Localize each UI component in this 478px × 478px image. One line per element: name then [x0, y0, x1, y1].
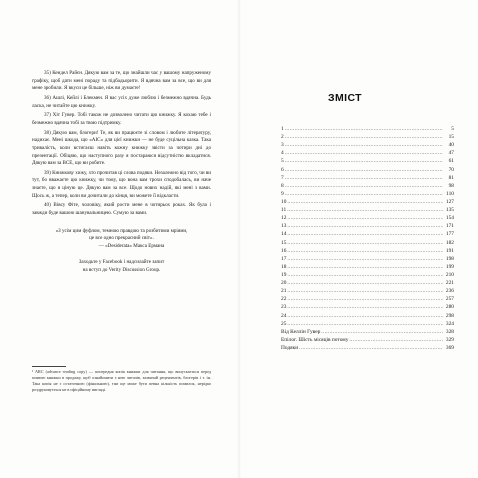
toc-entry[interactable]: [281, 247, 454, 255]
toc-entry-label: 16: [281, 247, 287, 254]
toc-leader-dots: [287, 214, 443, 222]
acknowledgement-paragraph: 36) Ашлі, Кейлі і Блекмен. Я вас усіх дуже люблю і безмежно вдячна. Будь ласка, не читайте цю книжку.: [32, 94, 211, 109]
toc-entry[interactable]: [281, 312, 454, 320]
toc-entry-page: 61: [448, 158, 454, 165]
toc-leader-dots: [285, 166, 443, 174]
toc-entry[interactable]: [281, 198, 454, 206]
acknowledgements-text: [32, 70, 211, 275]
toc-entry-label: 17: [281, 255, 287, 262]
acknowledgement-paragraph: 39) Книжкову хижу, хто прочитав ці слова подяки. Незалежно від того, чи ви тут, бо вважаєте цю книжку, чи тому, що вона вам трохи сподобалась, ви наче знаєте, що я ціную це. Дякую вам за все. Щодо нових надій, які мені з вами. Щось ж, а тепер, коли ви дочитали до кінця, ви можете її відкласти.: [32, 169, 211, 199]
toc-entry-page: 328: [445, 328, 454, 335]
toc-leader-dots: [285, 182, 443, 190]
facebook-appeal: [32, 259, 211, 274]
toc-entry[interactable]: [281, 239, 454, 247]
toc-entry-label: Від Келлін Гувер: [281, 328, 321, 335]
toc-entry-label: 10: [281, 198, 287, 205]
toc-entry[interactable]: [281, 279, 454, 287]
toc-leader-dots: [287, 247, 443, 255]
toc-entry-label: 4: [281, 150, 284, 157]
toc-leader-dots: [287, 320, 443, 328]
toc-entry[interactable]: [281, 141, 454, 149]
toc-leader-dots: [287, 279, 443, 287]
quote-line: «З усім цим фуфлом, темною правдою та розбитими мріями,: [55, 227, 188, 234]
acknowledgement-paragraph: 38) Дякую вам, блогери! Те, як ви працюєте зі словом і любите літературу, надихає. Мені шкода, що «AIC» для цієї книжки — не буде суцільна казка. Така тривалість, коли встигаєш навіть кожну книжку звісти за чотири дні до презентації. Обіцяю, що наступного разу я постараюся відсутністю вкладатися. Дякую вам за ВСЕ, що ви робите.: [32, 129, 211, 167]
toc-leader-dots: [321, 328, 443, 336]
toc-entry-label: 13: [281, 223, 287, 230]
appeal-line: на вступ до Verity Discussion Group.: [82, 267, 161, 273]
toc-entry-label: 14: [281, 231, 287, 238]
toc-entry-label: 8: [281, 182, 284, 189]
toc-leader-dots: [287, 287, 443, 295]
toc-entry[interactable]: [281, 149, 454, 157]
toc-entry-page: 280: [445, 304, 454, 311]
toc-entry-label: 19: [281, 271, 287, 278]
toc-entry[interactable]: [281, 230, 454, 238]
toc-entry-label: 2: [281, 134, 284, 141]
toc-entry-page: 329: [445, 336, 454, 343]
toc-entry-page: 81: [448, 174, 454, 181]
toc-entry[interactable]: [281, 166, 454, 174]
appeal-line: Заходьте у Facebook і надсилайте запит: [78, 259, 165, 266]
toc-entry[interactable]: [281, 125, 454, 133]
toc-entry-label: 20: [281, 280, 287, 287]
toc-entry-label: 22: [281, 296, 287, 303]
toc-entry-page: 98: [448, 182, 454, 189]
toc-entry-page: 110: [446, 190, 454, 197]
toc-entry-page: 324: [445, 320, 454, 327]
toc-leader-dots: [287, 295, 443, 303]
toc-leader-dots: [287, 230, 443, 238]
toc-entry-label: 24: [281, 312, 287, 319]
toc-entry[interactable]: [281, 190, 454, 198]
toc-entry-label: 12: [281, 215, 287, 222]
toc-entry[interactable]: [281, 157, 454, 165]
toc-leader-dots: [285, 141, 443, 149]
toc-entry-page: 236: [445, 288, 454, 295]
toc-entry-page: 369: [445, 344, 454, 351]
toc-entry[interactable]: [281, 320, 454, 328]
toc-entry-page: 210: [445, 271, 454, 278]
toc-entry-label: 11: [281, 207, 287, 214]
toc-entry[interactable]: [281, 328, 454, 336]
toc-entry-page: 127: [445, 198, 454, 205]
toc-entry[interactable]: [281, 255, 454, 263]
epigraph-quote: [32, 228, 211, 251]
toc-entry-label: 21: [281, 288, 287, 295]
footnote-divider: [32, 366, 66, 367]
toc-entry-label: 15: [281, 239, 287, 246]
toc-entry[interactable]: [281, 222, 454, 230]
toc-entry-page: 177: [445, 231, 454, 238]
toc-entry[interactable]: [281, 303, 454, 311]
toc-entry-page: 182: [445, 239, 454, 246]
toc-entry-label: 3: [281, 142, 284, 149]
toc-entry-page: 70: [448, 166, 454, 173]
toc-entry-page: 154: [445, 215, 454, 222]
toc-entry[interactable]: [281, 295, 454, 303]
toc-entry[interactable]: [281, 344, 454, 352]
acknowledgement-paragraph: 37) Хіт Гувер. Тобі також не дозволено читати цю книжку. Я кохаю тебе і безмежно вдячна тобі за твою підтримку.: [32, 112, 211, 126]
quote-source: — «Desiderata» Макса Ермана: [98, 242, 165, 249]
toc-leader-dots: [299, 344, 443, 352]
toc-entry-label: Епілог. Шість місяців потому: [281, 336, 349, 343]
toc-leader-dots: [287, 303, 443, 311]
toc-leader-dots: [287, 239, 443, 247]
toc-leader-dots: [285, 133, 443, 141]
toc-leader-dots: [287, 271, 443, 279]
toc-leader-dots: [287, 312, 443, 320]
toc-entry-page: 47: [448, 150, 454, 157]
toc-leader-dots: [287, 222, 443, 230]
toc-entry-page: 5: [451, 126, 454, 132]
toc-leader-dots: [287, 206, 443, 214]
footnote: ¹ ARC (advance reading copy) — попередня копія книжки для читання, що випускається перед появою книжки в продажу, щоб ознайомити з нею читачів, зазвичай рецензентів, блогерів і т. ін. Така копія не є остаточною (фінальною), там ще може бути певна кількість помилок, нерідко роздруковується не в офіційному вигляді.: [32, 369, 211, 392]
toc-entry-label: 1: [281, 126, 284, 132]
toc-entry-label: 5: [281, 158, 284, 165]
toc-entry-page: 135: [445, 207, 454, 214]
toc-entry-label: 6: [281, 166, 284, 173]
toc-leader-dots: [285, 125, 443, 133]
toc-entry-label: Подяки: [281, 344, 299, 351]
toc-entry-label: 9: [281, 190, 284, 197]
toc-entry-label: 23: [281, 304, 287, 311]
toc-leader-dots: [349, 336, 443, 344]
toc-entry[interactable]: [281, 271, 454, 279]
toc-entry-page: 298: [445, 312, 454, 319]
toc-entry[interactable]: [281, 133, 454, 141]
toc-entry[interactable]: [281, 263, 454, 271]
toc-leader-dots: [287, 255, 443, 263]
toc-entry-page: 257: [445, 296, 454, 303]
toc-entry[interactable]: [281, 182, 454, 190]
toc-leader-dots: [285, 149, 443, 157]
toc-entry-label: 7: [281, 174, 284, 181]
toc-entry-page: 221: [445, 280, 454, 287]
toc-entry-page: 199: [445, 263, 454, 270]
toc-entry[interactable]: [281, 206, 454, 214]
toc-entry-page: 191: [445, 247, 454, 254]
toc-entry[interactable]: [281, 174, 454, 182]
toc-entry-page: 15: [448, 134, 454, 141]
toc-entry-page: 198: [445, 255, 454, 262]
toc-leader-dots: [285, 190, 443, 198]
acknowledgement-paragraph: 40) Вівсу Фіте, чоловіку, який рости мене в чотирьох роках. Як була і завжди буде вашою шанувальницею. Сумую за вами.: [32, 202, 211, 217]
quote-line: це все одно прекрасний світ».: [89, 235, 154, 242]
acknowledgement-paragraph: 35) Кендел Райєн. Дякую вам за те, що знайшли час у вашому напруженому графіку, щоб дати мені пораду та підбадьорити. Я вдячна вам за все, що ви для мене зробили. Я вкуси це більше, ніж ви думаєте!: [32, 70, 211, 92]
toc-entry[interactable]: [281, 336, 454, 344]
toc-leader-dots: [285, 174, 443, 182]
toc-leader-dots: [287, 198, 443, 206]
toc-entry-page: 171: [445, 223, 454, 230]
toc-entry-label: 18: [281, 263, 287, 270]
toc-leader-dots: [287, 263, 443, 271]
toc-entry-label: 25: [281, 320, 287, 327]
toc-title: ЗМІСТ: [328, 92, 362, 104]
table-of-contents: [281, 125, 454, 352]
toc-leader-dots: [285, 157, 443, 165]
toc-entry[interactable]: [281, 287, 454, 295]
toc-entry[interactable]: [281, 214, 454, 222]
book-gutter: [237, 0, 241, 478]
toc-entry-page: 40: [448, 142, 454, 149]
